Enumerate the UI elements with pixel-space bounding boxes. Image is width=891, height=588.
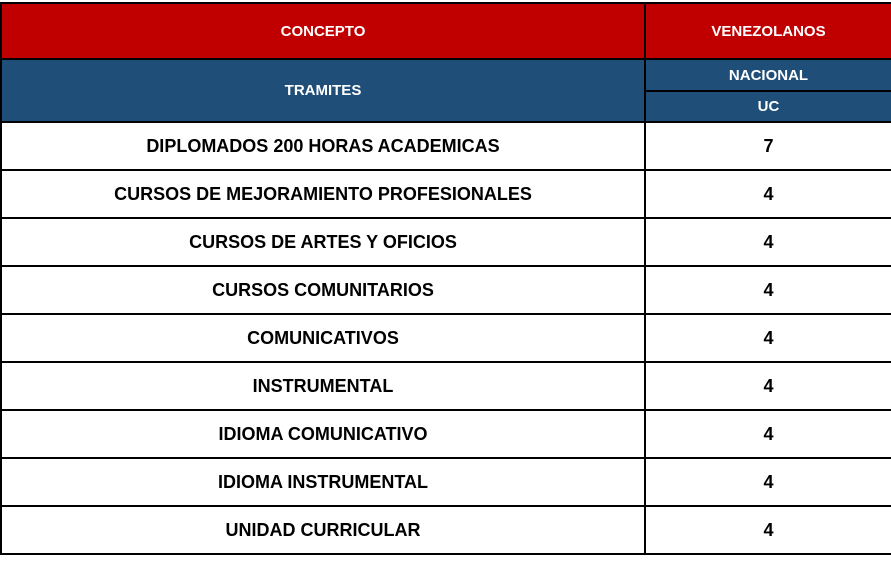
table-body [1,3,891,554]
concepto-cell: CURSOS DE ARTES Y OFICIOS [1,218,645,266]
uc-value-cell: 4 [645,218,891,266]
header-tramites: TRAMITES [1,59,645,122]
table-row [1,266,891,314]
table-row [1,218,891,266]
concepto-cell: IDIOMA INSTRUMENTAL [1,458,645,506]
concepto-cell: CURSOS COMUNITARIOS [1,266,645,314]
concepto-cell: UNIDAD CURRICULAR [1,506,645,554]
table-row [1,458,891,506]
uc-value-cell: 4 [645,266,891,314]
header-venezolanos: VENEZOLANOS [645,3,891,59]
table-row [1,362,891,410]
uc-value-cell: 4 [645,410,891,458]
table-row [1,170,891,218]
table-row [1,506,891,554]
uc-value-cell: 4 [645,506,891,554]
concepto-cell: IDIOMA COMUNICATIVO [1,410,645,458]
concepto-cell: INSTRUMENTAL [1,362,645,410]
header-nacional: NACIONAL [645,59,891,91]
concepto-cell: DIPLOMADOS 200 HORAS ACADEMICAS [1,122,645,170]
uc-value-cell: 4 [645,458,891,506]
table-row [1,122,891,170]
concepto-cell: COMUNICATIVOS [1,314,645,362]
uc-value-cell: 4 [645,314,891,362]
header-uc: UC [645,91,891,122]
table-row [1,410,891,458]
concepto-cell: CURSOS DE MEJORAMIENTO PROFESIONALES [1,170,645,218]
uc-value-cell: 7 [645,122,891,170]
header-concepto: CONCEPTO [1,3,645,59]
header-row-tramites [1,59,891,91]
header-row-concepto [1,3,891,59]
fee-table [0,2,891,555]
table-row [1,314,891,362]
uc-value-cell: 4 [645,170,891,218]
uc-value-cell: 4 [645,362,891,410]
